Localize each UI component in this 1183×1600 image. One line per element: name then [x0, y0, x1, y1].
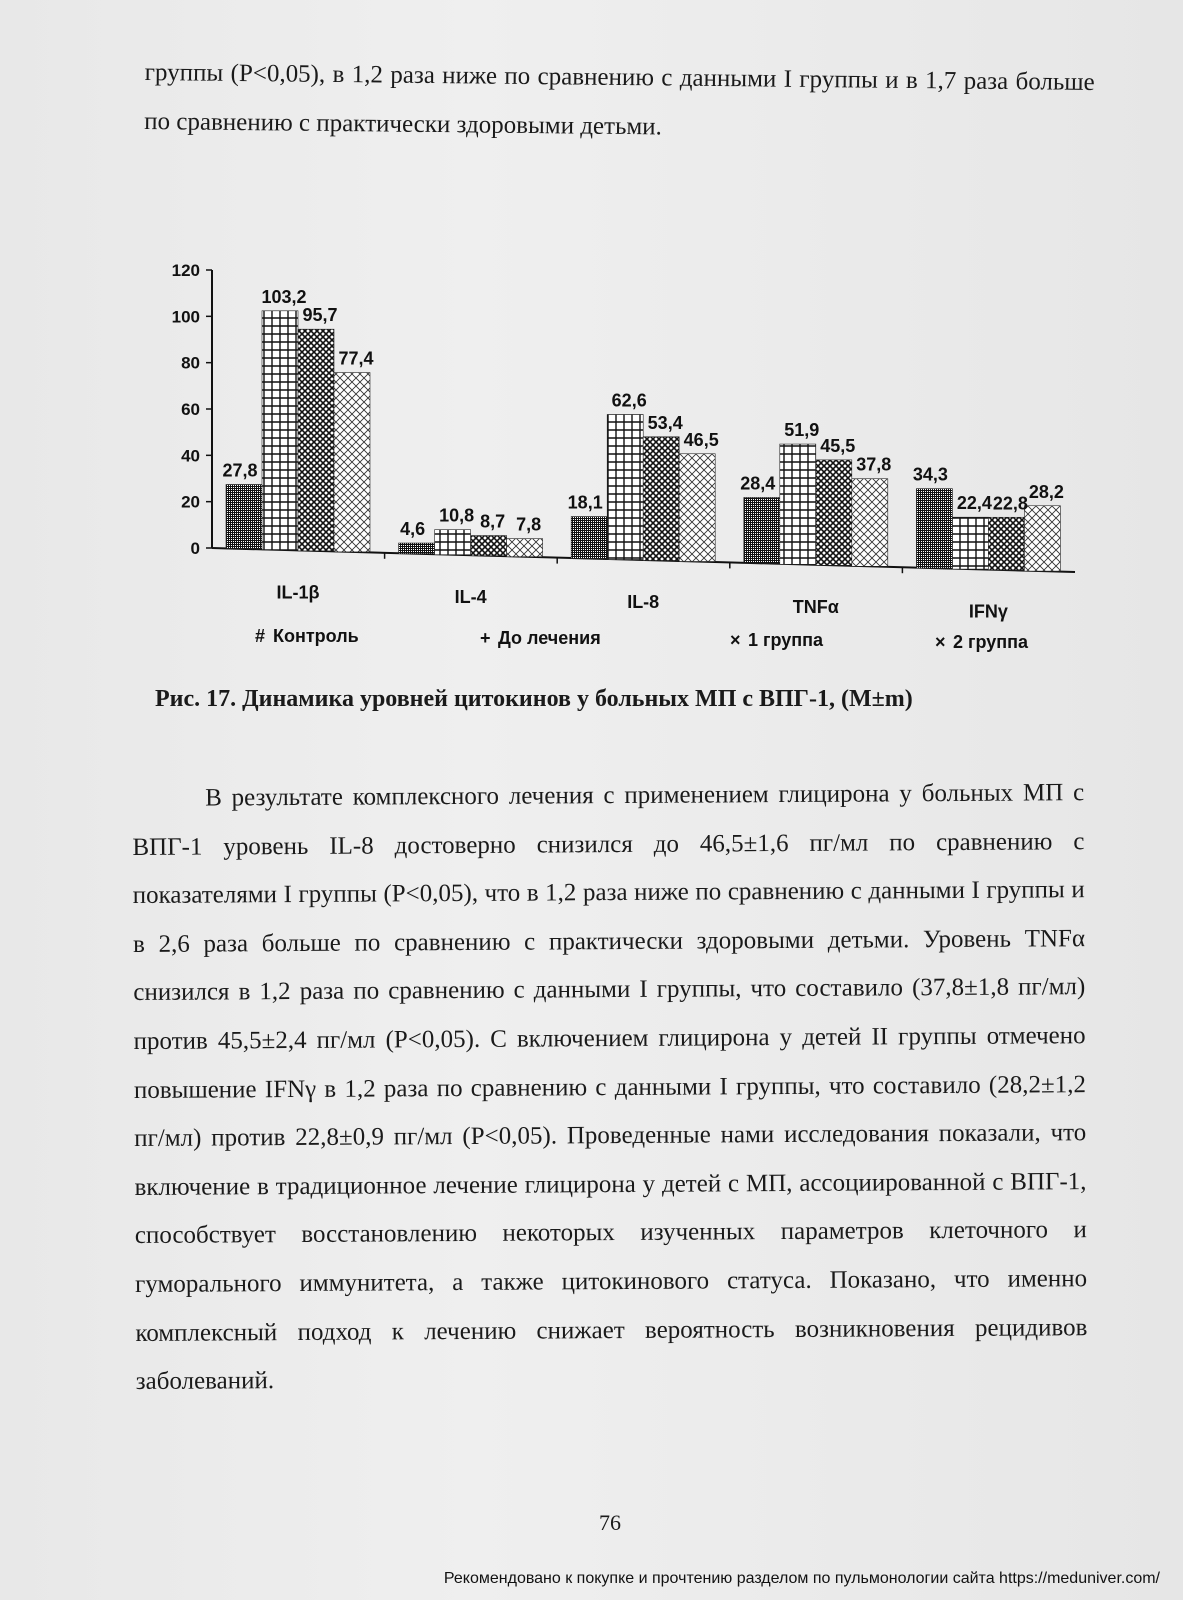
data-label: 22,4 [956, 493, 992, 514]
footer-recommendation: Рекомендовано к покупке и прочтению разделом по пульмонологии сайта https://meduniver.com/ [443, 1570, 1160, 1587]
bar [816, 460, 852, 565]
data-label: 8,7 [480, 511, 506, 532]
data-label: 10,8 [439, 505, 475, 526]
y-tick-label: 120 [171, 261, 200, 280]
x-tick-label: TNFα [792, 596, 839, 617]
y-tick-label: 100 [171, 307, 200, 327]
main-paragraph: В результате комплексного лечения с применением глицирона у больных МП с ВПГ-1 уровень IL-8 достоверно снизился до 46,5±1,6 пг/мл по сравнению с показателями I группы (P<0,05), что в 1,2 раза ниже по сравнению с данными I группы и в 2,6 раза больше по сравнению с практически здоровыми детьми. Уровень TNFα снизился в 1,2 раза по сравнению с данными I группы, что составило (37,8±1,8 пг/мл) против 45,5±2,4 пг/мл (P<0,05). С включением глицирона у детей II группы отмечено повышение IFNγ в 1,2 раза по сравнению с данными I группы, что составило (28,2±1,2 пг/мл) против 22,8±0,9 пг/мл (P<0,05). Проведенные нами исследования показали, что включение в традиционное лечение глицирона у детей с МП, ассоциированной с ВПГ-1, способствует восстановлению некоторых изученных параметров клеточного и гуморального иммунитета, а также цитокинового статуса. Показано, что именно комплексный подход к лечению снижает вероятность возникновения рецидивов заболеваний. [132, 779, 1088, 1396]
bar [334, 373, 370, 552]
data-label: 51,9 [784, 420, 820, 441]
figure-caption: Рис. 17. Динамика уровней цитокинов у больных МП с ВПГ-1, (M±m) [155, 686, 913, 712]
data-label: 46,5 [683, 429, 719, 450]
data-label: 62,6 [611, 390, 647, 411]
bar [607, 414, 643, 559]
data-label: 77,4 [338, 348, 374, 369]
data-label: 27,8 [222, 460, 258, 481]
bar [643, 437, 679, 561]
y-axis [172, 261, 212, 558]
legend-marker-icon: × [730, 630, 741, 650]
bar [435, 530, 471, 555]
x-tick-label: IL-1β [276, 582, 320, 603]
bar [399, 543, 435, 554]
x-tick-label: IL-4 [454, 587, 487, 608]
data-label: 53,4 [647, 412, 683, 433]
bar [571, 517, 607, 559]
y-tick-label: 40 [181, 446, 200, 466]
bar [507, 539, 543, 557]
data-label: 28,4 [740, 473, 776, 494]
data-label: 22,8 [992, 493, 1028, 514]
top-paragraph: группы (P<0,05), в 1,2 раза ниже по сравнению с данными I группы и в 1,7 раза больше по сравнению с практически здоровыми детьми. [144, 58, 1095, 141]
bar [852, 479, 888, 567]
x-tick-label: IL-8 [627, 591, 660, 612]
legend-item: 1 группа [748, 630, 824, 650]
bar [471, 536, 507, 556]
data-label: 34,3 [912, 464, 948, 485]
bar [298, 329, 334, 551]
data-label: 18,1 [567, 492, 603, 513]
legend-marker-icon: + [480, 628, 491, 648]
cytokine-chart [140, 250, 1100, 680]
bar [916, 489, 952, 568]
x-tick-label: IFNγ [968, 601, 1008, 622]
bar [679, 454, 715, 562]
legend-item: Контроль [273, 626, 359, 646]
legend-marker-icon: × [935, 632, 946, 652]
data-label: 28,2 [1028, 481, 1064, 502]
legend-marker-icon: # [255, 626, 266, 646]
bar [1024, 506, 1060, 571]
bar [780, 444, 816, 564]
chart-legend [255, 626, 1029, 652]
chart-svg [140, 250, 1100, 680]
data-label: 103,2 [261, 286, 307, 307]
bar [226, 484, 262, 548]
bar [744, 497, 780, 563]
data-label: 4,6 [400, 519, 426, 540]
y-tick-label: 60 [181, 400, 200, 419]
data-label: 95,7 [302, 305, 338, 326]
bar [952, 517, 988, 569]
y-tick-label: 0 [190, 539, 200, 558]
legend-item: 2 группа [953, 632, 1029, 652]
legend-item: До лечения [498, 628, 601, 648]
y-tick-label: 20 [181, 492, 200, 512]
data-label: 7,8 [516, 514, 542, 535]
data-label: 45,5 [820, 435, 856, 456]
y-tick-label: 80 [181, 353, 200, 373]
page-number: 76 [599, 1510, 621, 1535]
bar [988, 517, 1024, 570]
data-label: 37,8 [856, 454, 892, 475]
bar [262, 311, 298, 550]
